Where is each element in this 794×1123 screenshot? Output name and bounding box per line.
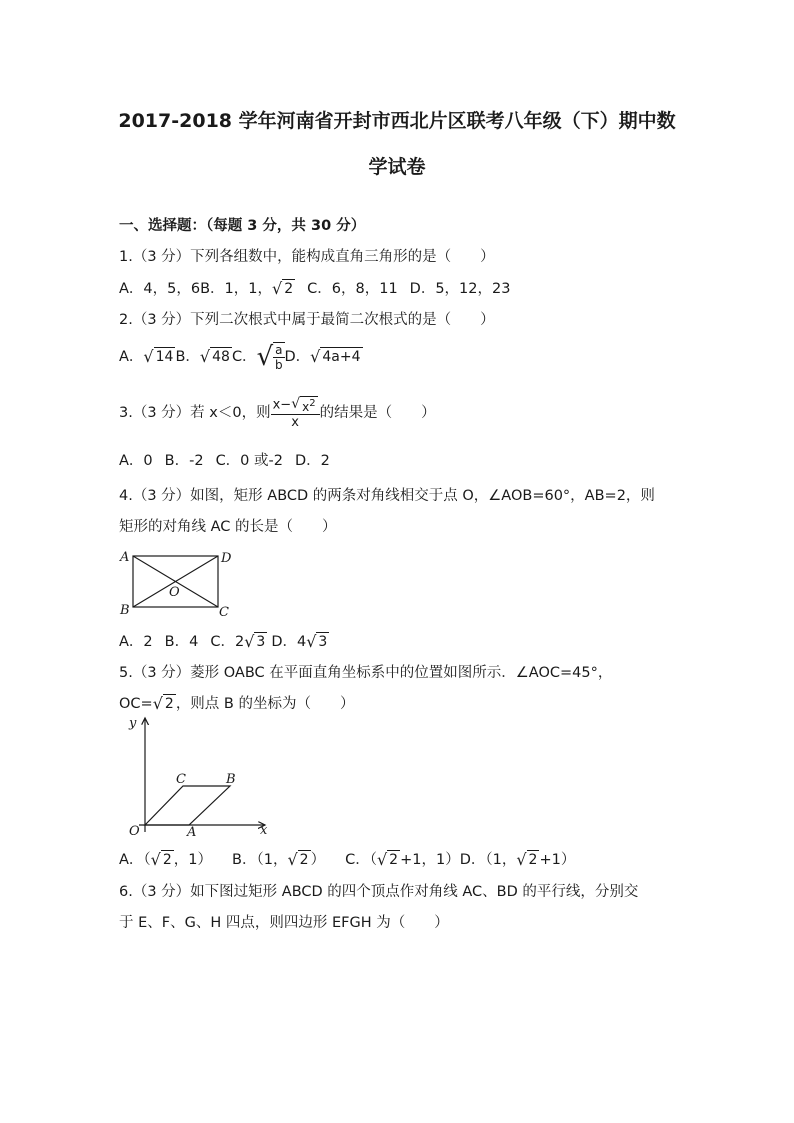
q4-option-d: D．4 √ 3 (271, 632, 328, 651)
q2-option-c-sqrt: √ $\frac{a}{b}$ (256, 342, 283, 372)
q2-option-b-label: B． (175, 349, 200, 365)
q1-option-a: A．4，5，6 (119, 281, 201, 297)
q4-rectangle-figure (115, 548, 240, 618)
label-a: A (187, 825, 197, 840)
label-d: D (221, 551, 232, 566)
q1-option-b (200, 279, 295, 299)
q4-options (119, 632, 329, 652)
label-c: C (219, 605, 229, 618)
q2-option-b-sqrt: √ 48 (199, 347, 230, 366)
q5-stem-line-1: 5.（3 分）菱形 OABC 在平面直角坐标系中的位置如图所示．∠AOC=45°， (119, 665, 613, 681)
q4-stem-line-1: 4.（3 分）如图，矩形 ABCD 的两条对角线相交于点 O，∠AOB=60°，AB=2，则 (119, 488, 655, 504)
q4-option-a: A．2 (119, 634, 153, 650)
q1-option-b-sqrt: √ 2 (272, 279, 294, 298)
label-y: y (129, 716, 137, 731)
q6-stem-line-2: 于 E、F、G、H 四点，则四边形 EFGH 为（ ） (119, 915, 449, 931)
q2-option-a-label: A． (119, 349, 144, 365)
q2-option-d-sqrt: √ 4a+4 (310, 347, 361, 366)
q5-rhombus-figure (115, 712, 275, 842)
section-heading-choice: 一、选择题：（每题 3 分，共 30 分） (119, 218, 366, 234)
q5-stem-line-2: OC= √ 2 ，则点 B 的坐标为（ ） (119, 694, 355, 713)
q4-stem-line-2: 矩形的对角线 AC 的长是（ ） (119, 519, 337, 535)
label-o: O (129, 824, 140, 839)
q1-option-b-text: B．1，1， (200, 281, 273, 297)
q6-stem-line-1: 6.（3 分）如下图过矩形 ABCD 的四个顶点作对角线 AC、BD 的平行线，分别交 (119, 884, 639, 900)
q3-option-a: A．0 (119, 453, 153, 469)
q3-option-b: B．-2 (164, 453, 204, 469)
q2-options (119, 342, 363, 372)
q3-options (119, 451, 330, 471)
q3-stem: 3.（3 分）若 x＜0，则 x− √ $x^2$ x 的结果是（ ） (119, 396, 436, 430)
q3-option-c: C．0 或-2 (215, 453, 283, 469)
q5-option-b: B．（1， √ 2 ） (232, 850, 326, 869)
title-line-1: 2017-2018 学年河南省开封市西北片区联考八年级（下）期中数 (118, 110, 676, 132)
q1-option-c: C．6，8，11 (307, 281, 398, 297)
q2-option-c-label: C． (231, 349, 257, 365)
q5-options (119, 850, 575, 870)
q3-fraction: x− √ $x^2$ x (271, 396, 320, 430)
q4-option-b: B．4 (164, 634, 199, 650)
label-b: B (120, 603, 130, 618)
q5-option-d: D．（1， √ 2 +1） (459, 850, 576, 869)
label-b: B (226, 772, 236, 787)
label-o: O (169, 585, 180, 600)
q1-options (119, 279, 510, 299)
rhombus-oabc (145, 786, 230, 825)
page-title (100, 98, 694, 190)
q5-option-c: C．（ √ 2 +1，1） (345, 850, 460, 869)
q2-option-a-sqrt: √ 14 (143, 347, 174, 366)
label-c: C (176, 772, 186, 787)
q1-option-d: D．5，12，23 (409, 281, 511, 297)
q3-option-d: D．2 (294, 453, 330, 469)
title-line-2: 学试卷 (368, 156, 426, 178)
q1-stem: 1.（3 分）下列各组数中，能构成直角三角形的是（ ） (119, 249, 495, 265)
label-a: A (120, 550, 130, 565)
q4-option-c: C．2 √ 3 (210, 632, 266, 651)
q5-option-a: A．（ √ 2 ，1） (119, 850, 213, 869)
label-x: x (260, 823, 268, 838)
q2-stem: 2.（3 分）下列二次根式中属于最简二次根式的是（ ） (119, 312, 495, 328)
q2-option-d-label: D． (284, 349, 311, 365)
